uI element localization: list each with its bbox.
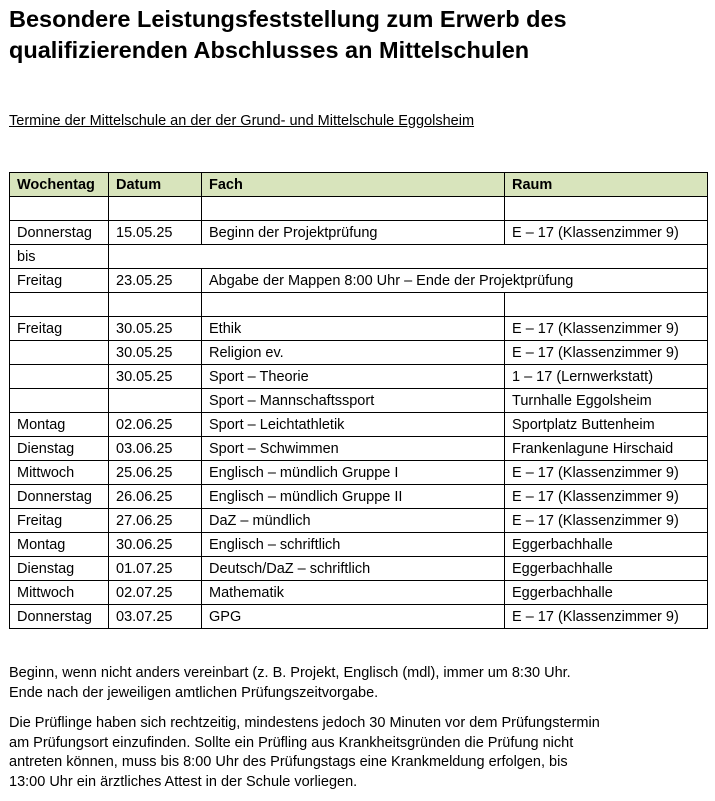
header-fach: Fach <box>202 173 505 197</box>
cell-fach <box>202 197 505 221</box>
cell-raum: E – 17 (Klassenzimmer 9) <box>505 317 708 341</box>
cell-wochentag <box>10 293 109 317</box>
table-row <box>10 581 708 605</box>
table-row <box>10 269 708 293</box>
cell-datum <box>109 389 202 413</box>
table-row <box>10 533 708 557</box>
cell-wochentag: Dienstag <box>10 437 109 461</box>
subtitle: Termine der Mittelschule an der der Grund- und Mittelschule Eggolsheim <box>9 113 475 129</box>
cell-raum: Frankenlagune Hirschaid <box>505 437 708 461</box>
table-row <box>10 605 708 629</box>
cell-fach: Ethik <box>202 317 505 341</box>
cell-wochentag: Montag <box>10 533 109 557</box>
cell-fach: Englisch – schriftlich <box>202 533 505 557</box>
table-row <box>10 293 708 317</box>
table-row <box>10 557 708 581</box>
cell-fach: Sport – Leichtathletik <box>202 413 505 437</box>
cell-fach: Sport – Mannschaftssport <box>202 389 505 413</box>
cell-datum: 02.06.25 <box>109 413 202 437</box>
cell-datum: 02.07.25 <box>109 581 202 605</box>
header-datum: Datum <box>109 173 202 197</box>
table-row <box>10 245 708 269</box>
cell-raum: 1 – 17 (Lernwerkstatt) <box>505 365 708 389</box>
cell-raum: E – 17 (Klassenzimmer 9) <box>505 605 708 629</box>
cell-wochentag: Dienstag <box>10 557 109 581</box>
table-row <box>10 437 708 461</box>
note-line: Ende nach der jeweiligen amtlichen Prüfungszeitvorgabe. <box>9 684 379 701</box>
cell-span <box>109 245 708 269</box>
cell-wochentag: Donnerstag <box>10 485 109 509</box>
cell-raum <box>505 197 708 221</box>
cell-datum: 30.06.25 <box>109 533 202 557</box>
cell-datum: 03.06.25 <box>109 437 202 461</box>
cell-wochentag: Freitag <box>10 269 109 293</box>
cell-wochentag: Freitag <box>10 509 109 533</box>
cell-raum: Eggerbachhalle <box>505 581 708 605</box>
cell-raum: E – 17 (Klassenzimmer 9) <box>505 509 708 533</box>
cell-datum: 15.05.25 <box>109 221 202 245</box>
cell-raum: E – 17 (Klassenzimmer 9) <box>505 341 708 365</box>
table-row <box>10 461 708 485</box>
cell-wochentag: bis <box>10 245 109 269</box>
note-line: antreten können, muss bis 8:00 Uhr des Prüfungstags eine Krankmeldung erfolgen, bis <box>9 754 568 770</box>
table-row <box>10 485 708 509</box>
cell-raum: Eggerbachhalle <box>505 557 708 581</box>
table-row <box>10 509 708 533</box>
cell-datum: 25.06.25 <box>109 461 202 485</box>
cell-datum <box>109 293 202 317</box>
table-row <box>10 197 708 221</box>
cell-raum <box>505 293 708 317</box>
note-line: am Prüfungsort einzufinden. Sollte ein Prüfling aus Krankheitsgründen die Prüfung nicht <box>9 734 574 751</box>
notes-start-end <box>9 664 709 703</box>
cell-datum: 30.05.25 <box>109 341 202 365</box>
cell-datum: 01.07.25 <box>109 557 202 581</box>
table-row <box>10 317 708 341</box>
cell-fach: Religion ev. <box>202 341 505 365</box>
cell-datum: 03.07.25 <box>109 605 202 629</box>
cell-datum <box>109 197 202 221</box>
table-row <box>10 341 708 365</box>
cell-fach <box>202 293 505 317</box>
cell-wochentag <box>10 365 109 389</box>
cell-wochentag <box>10 389 109 413</box>
cell-fach: GPG <box>202 605 505 629</box>
page-title: Besondere Leistungsfeststellung zum Erwerb des qualifizierenden Abschlusses an Mittelschulen <box>9 6 567 63</box>
cell-fach: Beginn der Projektprüfung <box>202 221 505 245</box>
cell-fach: DaZ – mündlich <box>202 509 505 533</box>
cell-wochentag: Freitag <box>10 317 109 341</box>
cell-raum: Sportplatz Buttenheim <box>505 413 708 437</box>
header-wochentag: Wochentag <box>10 173 109 197</box>
table-row <box>10 365 708 389</box>
cell-datum: 26.06.25 <box>109 485 202 509</box>
table-row <box>10 413 708 437</box>
cell-fach: Englisch – mündlich Gruppe II <box>202 485 505 509</box>
note-line: 13:00 Uhr ein ärztliches Attest in der Schule vorliegen. <box>9 773 358 790</box>
notes-attendance <box>9 714 709 792</box>
cell-raum: E – 17 (Klassenzimmer 9) <box>505 221 708 245</box>
cell-raum: Eggerbachhalle <box>505 533 708 557</box>
cell-fach: Sport – Theorie <box>202 365 505 389</box>
cell-raum: E – 17 (Klassenzimmer 9) <box>505 485 708 509</box>
cell-wochentag: Mittwoch <box>10 461 109 485</box>
header-raum: Raum <box>505 173 708 197</box>
cell-fach: Deutsch/DaZ – schriftlich <box>202 557 505 581</box>
table-header-row <box>10 173 708 197</box>
note-line: Beginn, wenn nicht anders vereinbart (z. B. Projekt, Englisch (mdl), immer um 8:30 Uhr. <box>9 665 571 681</box>
cell-wochentag <box>10 341 109 365</box>
cell-wochentag <box>10 197 109 221</box>
schedule-table <box>9 172 708 629</box>
note-line: Die Prüflinge haben sich rechtzeitig, mindestens jedoch 30 Minuten vor dem Prüfungstermin <box>9 715 600 731</box>
cell-datum: 27.06.25 <box>109 509 202 533</box>
cell-fach: Mathematik <box>202 581 505 605</box>
cell-wochentag: Mittwoch <box>10 581 109 605</box>
cell-datum: 30.05.25 <box>109 317 202 341</box>
cell-fach: Sport – Schwimmen <box>202 437 505 461</box>
cell-wochentag: Montag <box>10 413 109 437</box>
cell-datum: 30.05.25 <box>109 365 202 389</box>
cell-wochentag: Donnerstag <box>10 221 109 245</box>
cell-wochentag: Donnerstag <box>10 605 109 629</box>
cell-fach: Englisch – mündlich Gruppe I <box>202 461 505 485</box>
cell-datum: 23.05.25 <box>109 269 202 293</box>
table-row <box>10 221 708 245</box>
cell-raum: Turnhalle Eggolsheim <box>505 389 708 413</box>
table-row <box>10 389 708 413</box>
cell-span: Abgabe der Mappen 8:00 Uhr – Ende der Projektprüfung <box>202 269 708 293</box>
cell-raum: E – 17 (Klassenzimmer 9) <box>505 461 708 485</box>
